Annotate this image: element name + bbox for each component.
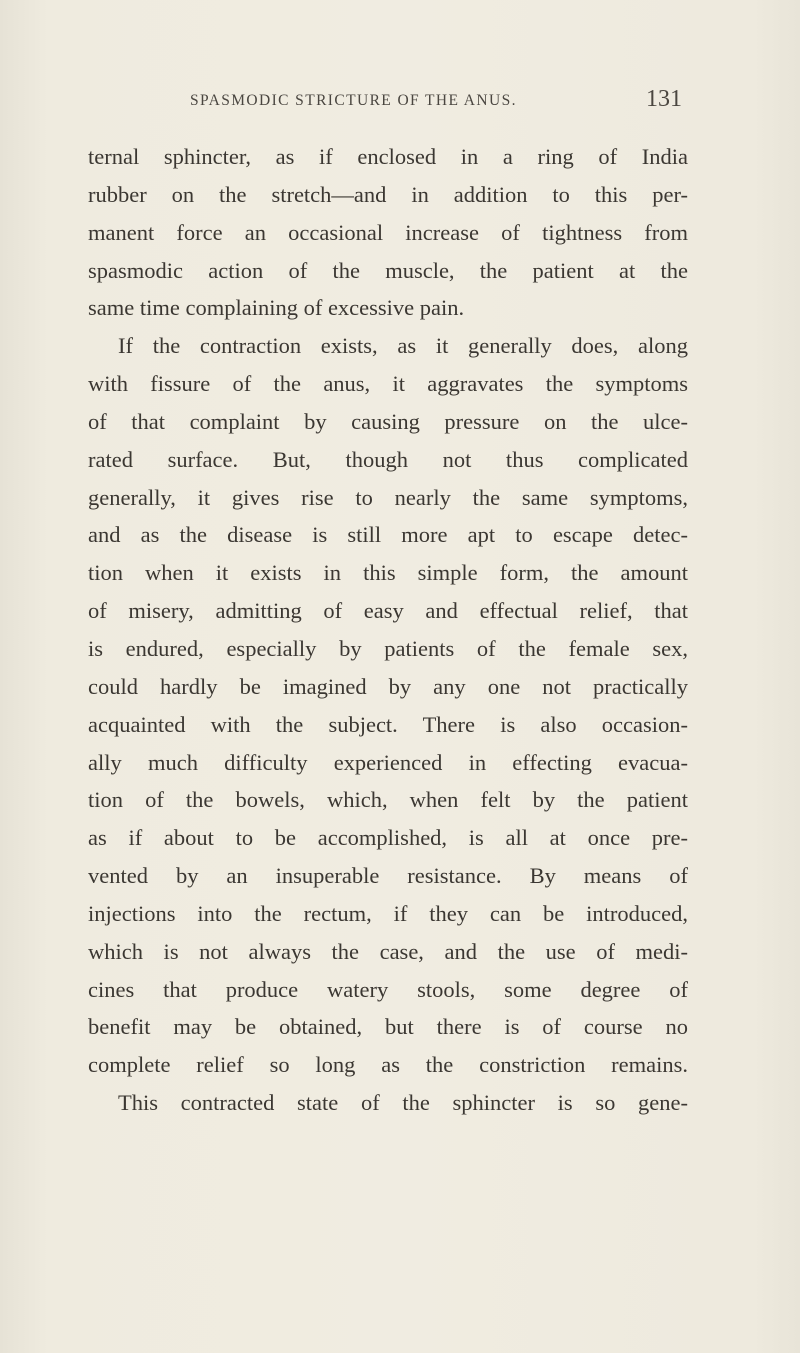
text-line: acquainted with the subject. There is also occasion-	[88, 711, 688, 737]
text-line: vented by an insuperable resistance. By means of	[88, 863, 688, 889]
text-line: of misery, admitting of easy and effectual relief, that	[88, 598, 688, 624]
text-line: manent force an occasional increase of tightness from	[88, 219, 688, 245]
page-number: 131	[646, 86, 682, 112]
text-line: of that complaint by causing pressure on the ulce-	[88, 408, 688, 434]
text-line: is endured, especially by patients of the female sex,	[88, 635, 688, 661]
text-line: and as the disease is still more apt to escape detec-	[88, 522, 688, 548]
text-line: which is not always the case, and the use of medi-	[88, 938, 688, 964]
running-head	[190, 86, 682, 118]
text-line: benefit may be obtained, but there is of course no	[88, 1014, 688, 1040]
text-line: as if about to be accomplished, is all at once pre-	[88, 825, 688, 851]
running-title: SPASMODIC STRICTURE OF THE ANUS.	[190, 92, 517, 109]
text-line: spasmodic action of the muscle, the patient at the	[88, 257, 688, 283]
text-line: If the contraction exists, as it generally does, along	[118, 333, 688, 359]
text-line: with fissure of the anus, it aggravates the symptoms	[88, 371, 688, 397]
body-text	[88, 138, 688, 1122]
text-line: generally, it gives rise to nearly the same symptoms,	[88, 484, 688, 510]
text-line: complete relief so long as the constriction remains.	[88, 1052, 688, 1078]
text-line: ternal sphincter, as if enclosed in a ring of India	[88, 144, 688, 169]
text-line: rated surface. But, though not thus complicated	[88, 446, 688, 472]
text-line: This contracted state of the sphincter is so gene-	[118, 1090, 688, 1116]
text-line: ally much difficulty experienced in effecting evacua-	[88, 749, 688, 775]
text-line: same time complaining of excessive pain.	[88, 295, 465, 321]
text-line: rubber on the stretch—and in addition to this per-	[88, 181, 688, 207]
text-line: tion of the bowels, which, when felt by the patient	[88, 787, 688, 813]
text-line: could hardly be imagined by any one not practically	[88, 673, 688, 699]
text-line: cines that produce watery stools, some degree of	[88, 976, 688, 1002]
text-line: injections into the rectum, if they can be introduced,	[88, 900, 688, 926]
text-line: tion when it exists in this simple form, the amount	[88, 560, 688, 586]
